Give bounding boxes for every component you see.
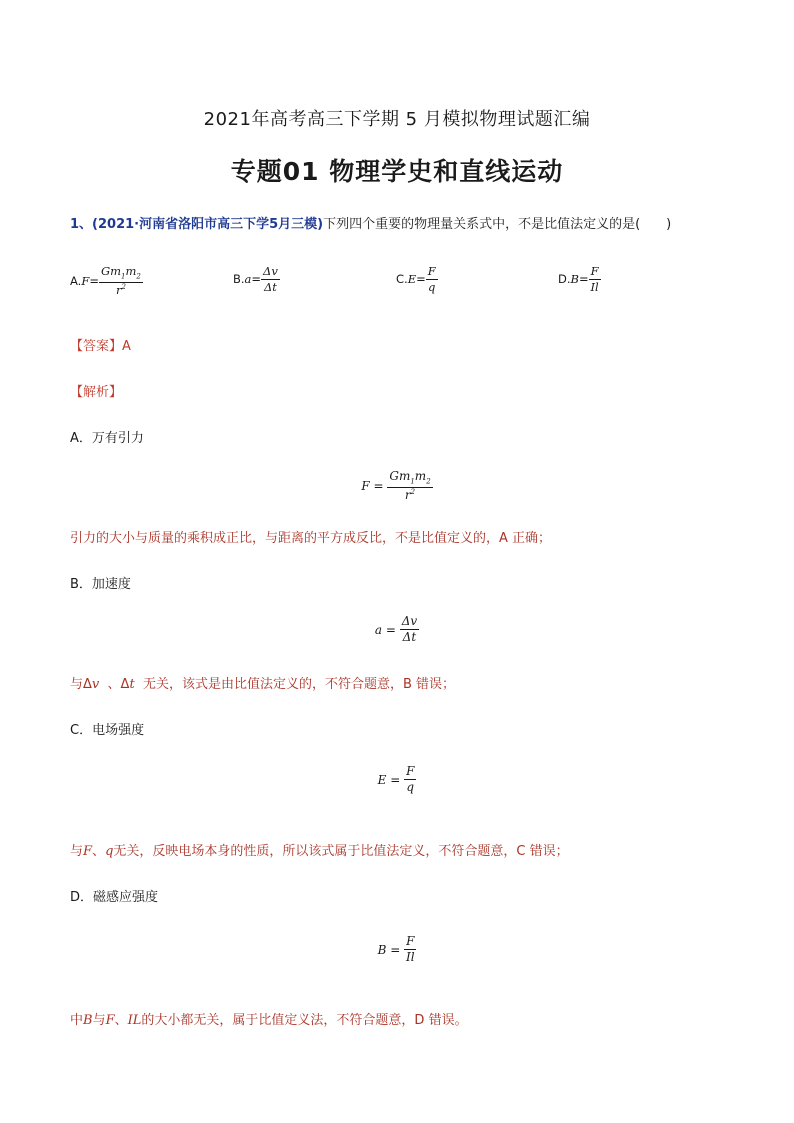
analysis-b-formula: a = $\frac{\Delta v}{\Delta t}$: [374, 614, 418, 645]
answer-value: A: [122, 339, 131, 354]
option-a: A. F = $\frac{Gm_1m_2}{r^2}$: [70, 264, 141, 297]
analysis-b-heading: B．加速度: [70, 577, 131, 592]
analysis-label: 【解析】: [70, 385, 123, 400]
answer-line: [70, 335, 131, 354]
analysis-d-text: 中B与F、IL的大小都无关，属于比值定义法，不符合题意，D 错误。: [70, 1013, 468, 1028]
analysis-a-text: 引力的大小与质量的乘积成正比，与距离的平方成反比，不是比值定义的，A 正确；: [70, 531, 552, 546]
analysis-b-text: 与Δv 、Δt 无关，该式是由比值法定义的，不符合题意，B 错误；: [70, 677, 455, 692]
formula-magnetic-field: $\frac{F}{Il}$: [590, 264, 599, 294]
question-source: (2021·河南省洛阳市高三下学5月三模): [92, 217, 324, 232]
analysis-c-formula: E = $\frac{F}{q}$: [377, 764, 415, 795]
question-stem: 下列四个重要的物理量关系式中，不是比值法定义的是( ): [323, 217, 672, 232]
answer-label: 【答案】: [70, 339, 123, 354]
document-title: 专题01 物理学史和直线运动: [230, 157, 564, 186]
document-subtitle: 2021年高考高三下学期 5 月模拟物理试题汇编: [203, 109, 591, 130]
formula-gravity: $\frac{Gm_1m_2}{r^2}$: [100, 264, 141, 297]
analysis-c-heading: C．电场强度: [70, 723, 145, 738]
option-b: B. a = $\frac{\Delta v}{\Delta t}$: [233, 264, 278, 294]
analysis-d-heading: D．磁感应强度: [70, 890, 159, 905]
option-d: D. B = $\frac{F}{Il}$: [558, 264, 599, 294]
formula-acceleration: $\frac{\Delta v}{\Delta t}$: [263, 264, 278, 294]
analysis-a-formula: F = $\frac{Gm_1m_2}{r^2}$: [361, 469, 431, 503]
formula-electric-field: $\frac{F}{q}$: [427, 264, 436, 294]
question-number: 1、: [70, 217, 93, 232]
question-1: [70, 213, 671, 232]
analysis-d-formula: B = $\frac{F}{Il}$: [377, 934, 415, 965]
analysis-c-text: 与F、q无关，反映电场本身的性质，所以该式属于比值法定义，不符合题意，C 错误；: [70, 844, 569, 859]
option-c: C. E = $\frac{F}{q}$: [396, 264, 436, 294]
analysis-a-heading: A．万有引力: [70, 431, 144, 446]
